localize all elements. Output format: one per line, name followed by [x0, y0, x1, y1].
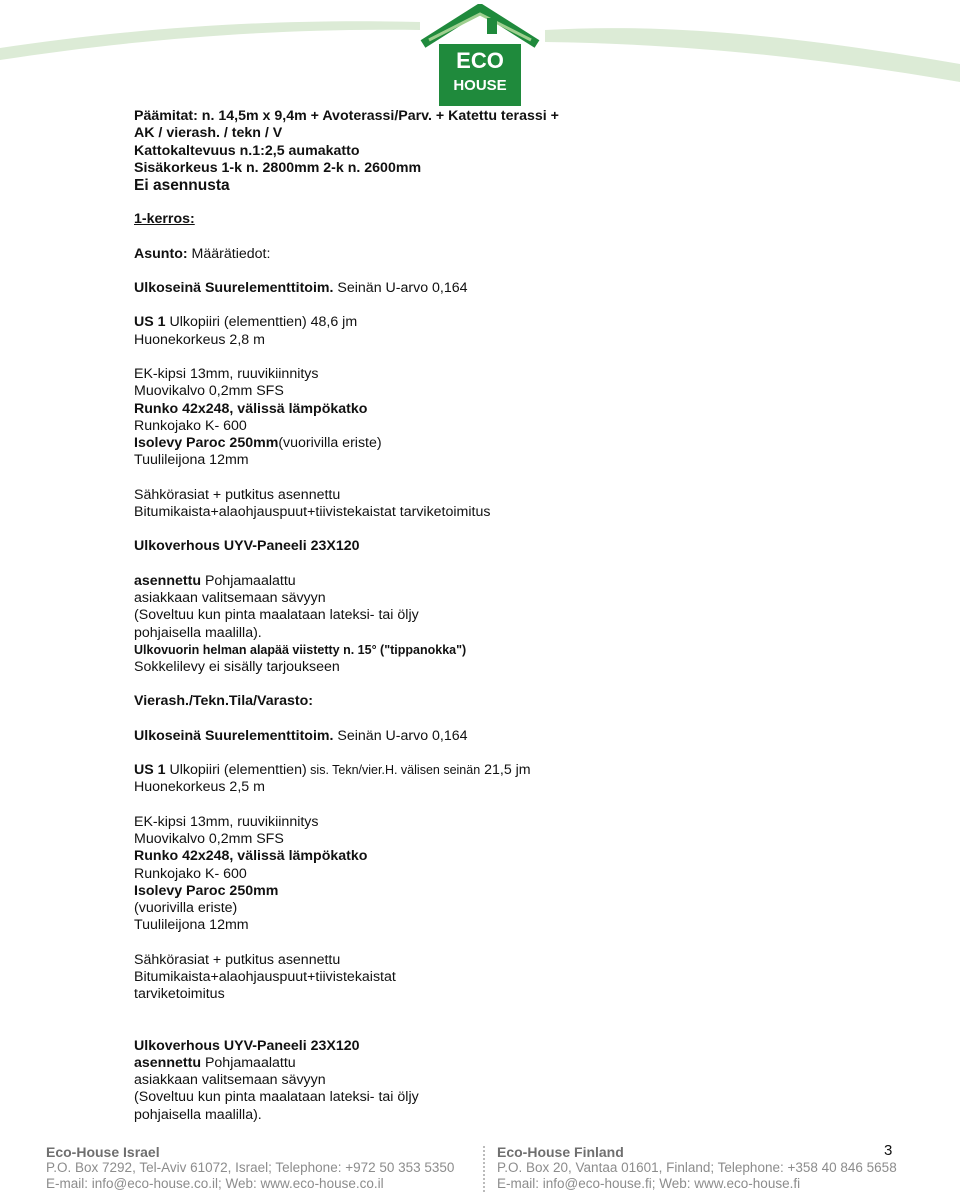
room-height: Huonekorkeus 2,8 m	[134, 331, 265, 348]
room-height: Huonekorkeus 2,5 m	[134, 779, 265, 796]
spec-line: Runko 42x248, välissä lämpökatko	[134, 848, 368, 865]
document-body	[134, 108, 694, 1124]
spec-line: EK-kipsi 13mm, ruuvikiinnitys	[134, 813, 319, 830]
footer-finland-title: Eco-House Finland	[497, 1144, 624, 1160]
us1-perimeter: US 1 Ulkopiiri (elementtien) 48,6 jm	[134, 314, 358, 331]
spec-line: pohjaisella maalilla).	[134, 624, 262, 641]
footer-finland-address: P.O. Box 20, Vantaa 01601, Finland; Telephone: +358 40 846 5658	[497, 1160, 897, 1175]
footer-israel-contact: E-mail: info@eco-house.co.il; Web: www.eco-house.co.il	[46, 1176, 384, 1191]
spec-line: asiakkaan valitsemaan sävyyn	[134, 589, 326, 606]
spec-line: asiakkaan valitsemaan sävyyn	[134, 1072, 326, 1089]
eco-house-logo	[415, 4, 545, 108]
exterior-wall-heading: Ulkoseinä Suurelementtitoim. Seinän U-arvo 0,164	[134, 727, 468, 744]
spec-line: asennettu Pohjamaalattu	[134, 1054, 296, 1071]
cladding-heading: Ulkoverhous UYV-Paneeli 23X120	[134, 538, 360, 555]
spec-line: (Soveltuu kun pinta maalataan lateksi- tai öljy	[134, 1089, 419, 1106]
apartment-heading: Asunto: Määrätiedot:	[134, 245, 271, 262]
main-dimensions: Päämitat: n. 14,5m x 9,4m + Avoterassi/Parv. + Katettu terassi +	[134, 108, 559, 124]
exterior-wall-heading: Ulkoseinä Suurelementtitoim. Seinän U-arvo 0,164	[134, 280, 468, 297]
spec-line: Sähkörasiat + putkitus asennettu	[134, 951, 341, 968]
spec-line: Ulkovuorin helman alapää viistetty n. 15° ("tippanokka")	[134, 642, 467, 657]
spec-line: Sähkörasiat + putkitus asennettu	[134, 486, 341, 503]
no-installation: Ei asennusta	[134, 177, 230, 195]
spec-line: tarviketoimitus	[134, 986, 225, 1003]
room-types: AK / vierash. / tekn / V	[134, 125, 283, 142]
spec-line: pohjaisella maalilla).	[134, 1106, 262, 1123]
footer-israel	[46, 1144, 454, 1192]
section-floor-1: 1-kerros:	[134, 211, 195, 228]
us1-perimeter: US 1 Ulkopiiri (elementtien) sis. Tekn/vier.H. välisen seinän 21,5 jm	[134, 762, 531, 779]
spec-line: Sokkelilevy ei sisälly tarjoukseen	[134, 659, 340, 676]
spec-line: Isolevy Paroc 250mm(vuorivilla eriste)	[134, 435, 382, 452]
spec-line: Muovikalvo 0,2mm SFS	[134, 383, 284, 400]
spec-line: (Soveltuu kun pinta maalataan lateksi- tai öljy	[134, 607, 419, 624]
spec-line: Tuulileijona 12mm	[134, 452, 249, 469]
spec-line: EK-kipsi 13mm, ruuvikiinnitys	[134, 365, 319, 382]
footer-finland-contact: E-mail: info@eco-house.fi; Web: www.eco-house.fi	[497, 1176, 801, 1191]
section-guest-tech-storage: Vierash./Tekn.Tila/Varasto:	[134, 693, 314, 710]
roof-pitch: Kattokaltevuus n.1:2,5 aumakatto	[134, 142, 360, 159]
footer-israel-address: P.O. Box 7292, Tel-Aviv 61072, Israel; Telephone: +972 50 353 5350	[46, 1160, 455, 1175]
page-footer	[0, 1138, 960, 1196]
ceiling-height: Sisäkorkeus 1-k n. 2800mm 2-k n. 2600mm	[134, 159, 422, 176]
spec-line: Runko 42x248, välissä lämpökatko	[134, 400, 368, 417]
footer-israel-title: Eco-House Israel	[46, 1144, 160, 1160]
spec-line: Isolevy Paroc 250mm	[134, 882, 279, 899]
logo-text-eco: ECO	[456, 48, 504, 73]
spec-line: Bitumikaista+alaohjauspuut+tiivistekaistat	[134, 968, 396, 985]
spec-line: Tuulileijona 12mm	[134, 917, 249, 934]
footer-finland	[497, 1144, 897, 1192]
spec-line: Muovikalvo 0,2mm SFS	[134, 830, 284, 847]
spec-line: Runkojako K- 600	[134, 865, 247, 882]
page-number: 3	[884, 1142, 893, 1159]
footer-divider	[483, 1146, 485, 1192]
spec-line: (vuorivilla eriste)	[134, 900, 238, 917]
spec-line: Bitumikaista+alaohjauspuut+tiivistekaistat tarviketoimitus	[134, 504, 491, 521]
cladding-heading: Ulkoverhous UYV-Paneeli 23X120	[134, 1037, 360, 1054]
logo-text-house: HOUSE	[453, 77, 507, 94]
spec-line: Runkojako K- 600	[134, 417, 247, 434]
spec-line: asennettu Pohjamaalattu	[134, 572, 296, 589]
